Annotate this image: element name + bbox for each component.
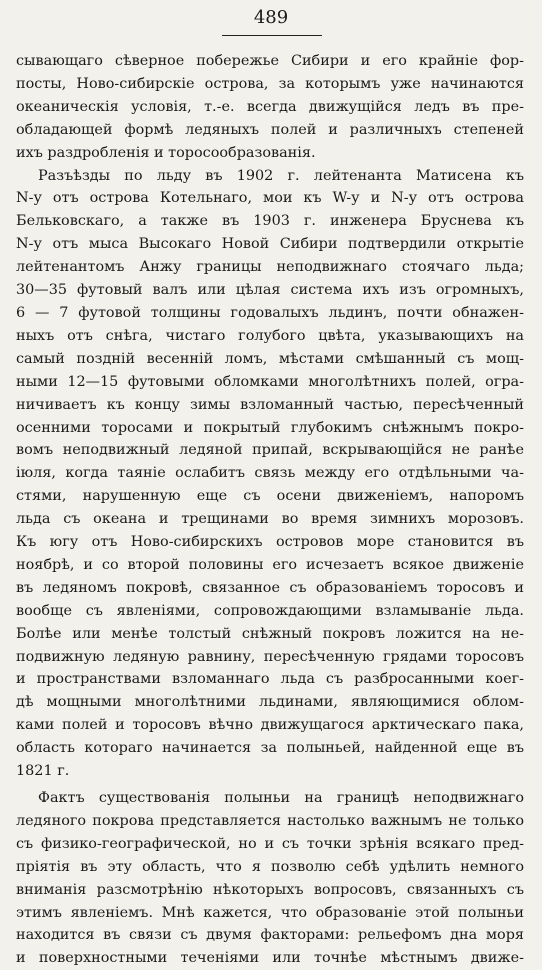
paragraph (16, 165, 524, 783)
text-line: 6 — 7 футовой толщины годовалыхъ льдинъ, почти обнажен- (16, 304, 524, 321)
text-line: ледяного покрова представляется настолько важнымъ не только (16, 812, 524, 829)
text-line: пріятія въ эту область, что я позволю себѣ удѣлить немного (16, 858, 524, 875)
text-line: N-у отъ острова Котельнаго, мои къ W-у и N-у отъ острова (16, 190, 524, 207)
text-line: вниманія разсмотрѣнію нѣкоторыхъ вопросовъ, связанныхъ съ (16, 881, 524, 898)
page-number: 489 (253, 7, 289, 28)
text-line: ными 12—15 футовыми обломками многолѣтнихъ полей, огра- (16, 373, 524, 390)
text-line: іюля, когда таяніе ослабитъ связь между его отдѣльными ча- (16, 465, 524, 482)
text-line: Бельковскаго, а также въ 1903 г. инженера Бруснева къ (16, 213, 524, 230)
text-line: Къ югу отъ Ново-сибирскихъ островов море становится въ (16, 534, 524, 551)
text-line: вообще съ явленіями, сопровождающими взламываніе льда. (16, 602, 524, 619)
text-line: вомъ неподвижный ледяной припай, вскрывающійся не ранѣе (16, 442, 524, 459)
text-line: Разъѣзды по льду въ 1902 г. лейтенанта Матисена къ (38, 167, 524, 184)
text-line: посты, Ново-сибирскіе острова, за которымъ уже начинаются (16, 75, 524, 92)
text-line: съ физико-географической, но и съ точки зрѣнія всякаго пред- (16, 835, 524, 852)
text-line: и поверхностными теченіями или точнѣе мѣстнымъ движе- (16, 950, 524, 967)
text-line: ныхъ отъ снѣга, чистаго голубого цвѣта, указывающихъ на (16, 327, 524, 344)
text-line: 30—35 футовый валъ или цѣлая система ихъ изъ огромныхъ, (16, 282, 524, 299)
text-line: находится въ связи съ двумя факторами: рельефомъ дна моря (16, 927, 524, 944)
text-line: 1821 г. (16, 763, 70, 780)
paragraph (16, 50, 524, 165)
text-line: сывающаго сѣверное побережье Сибири и его крайніе фор- (16, 53, 524, 69)
text-line: область котораго начинается за полыньей, найденной еще въ (16, 740, 524, 757)
text-line: ками полей и торосовъ вѣчно движущагося арктическаго пака, (16, 717, 524, 734)
text-line: ноябрѣ, и со второй половины его исчезаетъ всякое движеніе (16, 556, 524, 573)
text-line: обладающей формѣ ледяныхъ полей и различныхъ степеней (16, 121, 524, 138)
text-line: стями, нарушенную еще съ осени движеніемъ, напоромъ (16, 488, 524, 505)
text-line: осенними торосами и покрытый глубокимъ снѣжнымъ покро- (16, 419, 524, 436)
text-line: льда съ океана и трещинами во время зимнихъ морозовъ. (16, 511, 524, 528)
text-line: Болѣе или менѣе толстый снѣжный покровъ ложится на не- (16, 625, 524, 642)
text-line: лейтенантомъ Анжу границы неподвижнаго стоячаго льда; (16, 259, 524, 276)
text-line: океаническія условія, т.-е. всегда движущійся ледъ въ пре- (16, 98, 524, 115)
text-line: и пространствами взломаннаго льда съ разбросанными коег- (16, 671, 524, 688)
paragraph (16, 787, 524, 970)
text-line: N-у отъ мыса Высокаго Новой Сибири подтвердили открытіе (16, 236, 524, 253)
text-line: этимъ явленіемъ. Мнѣ кажется, что образованіе этой полыньи (16, 904, 524, 921)
text-line: ничиваетъ къ концу зимы взломанный частью, пересѣченный (16, 396, 524, 413)
text-line: самый поздній весенній ломъ, мѣстами смѣшанный съ мощ- (16, 350, 524, 367)
text-line: въ ледяномъ покровѣ, связанное съ образованіемъ торосовъ и (16, 579, 524, 596)
body-text (16, 50, 524, 970)
text-line: дѣ мощными многолѣтними льдинами, являющимися облом- (16, 694, 524, 711)
text-line: подвижную ледяную равнину, пересѣченную грядами торосовъ (16, 648, 524, 665)
text-line: ихъ раздробленія и торосообразованія. (16, 144, 316, 161)
page-number-rule (222, 35, 322, 36)
text-line: Фактъ существованія полыньи на границѣ неподвижнаго (38, 790, 524, 806)
